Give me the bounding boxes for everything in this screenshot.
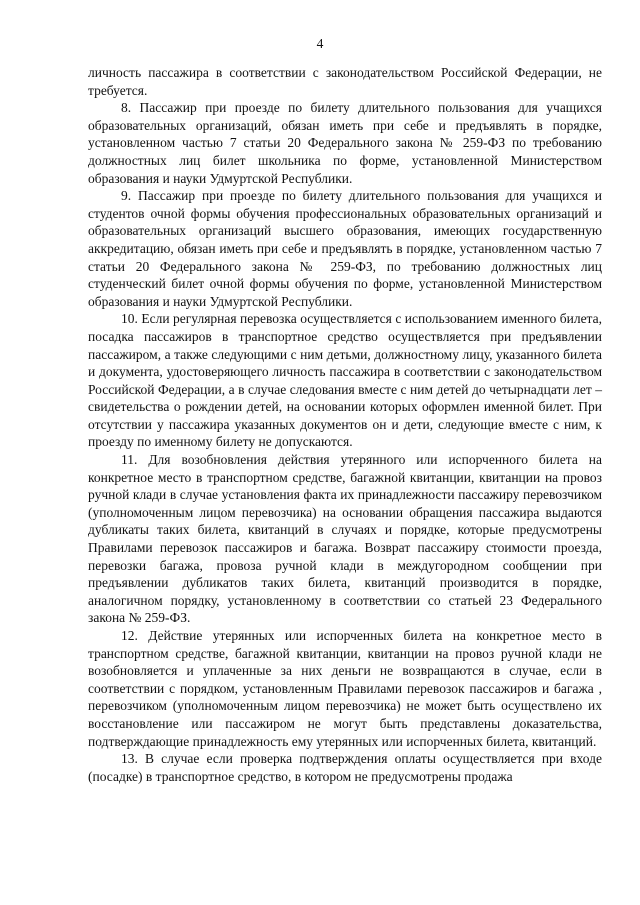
paragraph-9: 9. Пассажир при проезде по билету длительного пользования для учащихся и студентов очной формы обучения профессиональных образовательных организаций и образовательных организаций высшего образования, имеющих государственную аккредитацию, обязан иметь при себе и предъявлять в порядке, установленном частью 7 статьи 20 Федерального закона № 259-ФЗ, по требованию должностных лиц студенческий билет очной формы обучения по форме, установленной Министерством образования и науки Удмуртской Республики. bbox=[88, 188, 602, 309]
paragraph-13: 13. В случае если проверка подтверждения оплаты осуществляется при входе (посадке) в транспортное средство, в котором не предусмотрены продажа bbox=[88, 751, 602, 784]
paragraph-10: 10. Если регулярная перевозка осуществляется с использованием именного билета, посадка пассажиров в транспортное средство осуществляется при предъявлении пассажиром, а также следующими с ним детьми, должностному лицу, указанного билета и документа, удостоверяющего личность пассажира в соответствии с законодательством Российской Федерации, а в случае следования вместе с ним детей до четырнадцати лет – свидетельства о рождении детей, на основании которых оформлен именной билет. При отсутствии у пассажира указанных документов он и дети, следующие вместе с ним, к проезду по именному билету не допускаются. bbox=[88, 311, 602, 450]
paragraph-continuation: личность пассажира в соответствии с законодательством Российской Федерации, не требуется. bbox=[88, 65, 602, 98]
paragraph-12: 12. Действие утерянных или испорченных билета на конкретное место в транспортном средстве, багажной квитанции, квитанции на провоз ручной клади не возобновляется и уплаченные за них деньги не возвращаются в случае, если в соответствии с порядком, установленным Правилами перевозок пассажиров и багажа , перевозчиком (уполномоченным лицом перевозчика) не может быть осуществлено их восстановление или пассажиром не могут быть представлены доказательства, подтверждающие принадлежность ему утерянных или испорченных билета, квитанций. bbox=[88, 628, 602, 749]
paragraph-11: 11. Для возобновления действия утерянного или испорченного билета на конкретное место в транспортном средстве, багажной квитанции, квитанции на провоз ручной клади в случае установления факта их принадлежности пассажиру перевозчиком (уполномоченным лицом перевозчика) на основании обращения пассажира выдаются дубликаты таких билета, квитанций в случаях и порядке, которые предусмотрены Правилами перевозок пассажиров и багажа. Возврат пассажиру стоимости проезда, перевозки багажа, провоза ручной клади в междугородном сообщении при предъявлении дубликатов таких билета, квитанций производится в порядке, аналогичном порядку, установленному в соответствии со статьей 23 Федерального закона № 259-ФЗ. bbox=[88, 452, 602, 626]
paragraph-8: 8. Пассажир при проезде по билету длительного пользования для учащихся образовательных организаций, обязан иметь при себе и предъявлять в порядке, установленном частью 7 статьи 20 Федерального закона № 259-ФЗ по требованию должностных лиц билет школьника по форме, установленной Министерством образования и науки Удмуртской Республики. bbox=[88, 100, 602, 186]
document-body bbox=[88, 64, 602, 785]
page-number: 4 bbox=[316, 36, 324, 51]
